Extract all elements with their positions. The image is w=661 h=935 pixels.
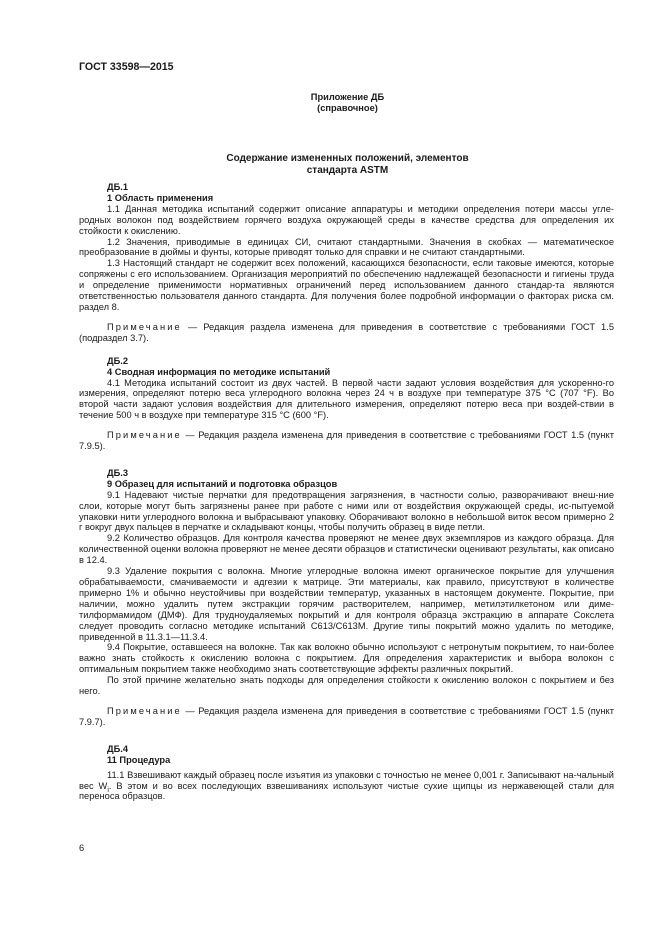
note-text: — Редакция раздела изменена для приведения в соответствие с требованиями ГОСТ 1.5 (подраздел 3.7). xyxy=(79,321,614,343)
paragraph: По этой причине желательно знать подходы для определения стойкости к окислению волокон с покрытием и без него. xyxy=(79,675,614,697)
paragraph: 9.1 Надевают чистые перчатки для предотвращения загрязнения, в частности солью, разворачивают внеш-ние слои, которые могут быть загрязнены ранее при работе с ними или от воздействия окружающей среды, ис-пытуемой упаковки нити углеродного волокна и выбрасывают упаковку. Оборачивают волокно в небольшой виток весом примерно 2 г вокруг двух пальцев в перчатке и складывают концы, чтобы получить образец в виде петли. xyxy=(79,489,614,533)
changes-title-line-2: стандарта ASTM xyxy=(306,165,389,176)
appendix-heading xyxy=(0,92,661,114)
section-title: 4 Сводная информация по методике испытаний xyxy=(107,366,331,377)
paragraph: 1.2 Значения, приводимые в единицах СИ, считают стандартными. Значения в скобках — математическое преобразование в дюймы и фунты, которые приводят только для справки и не считают стандартными. xyxy=(79,236,614,258)
section-db1 xyxy=(79,182,614,344)
section-code: ДБ.1 xyxy=(107,182,129,192)
note-label: Примечание xyxy=(107,705,182,716)
note xyxy=(79,430,614,452)
section-code: ДБ.2 xyxy=(107,355,129,366)
section-db2 xyxy=(79,356,614,452)
changes-title-line-1: Содержание измененных положений, элементов xyxy=(226,153,469,164)
note-label: Примечание xyxy=(107,321,182,332)
paragraph-text: 11.1 Взвешивают каждый образец после изъятия из упаковки с точностью не менее 0,001 г. Записывают на-чальный вес W xyxy=(79,769,614,791)
section-code: ДБ.3 xyxy=(107,467,129,478)
note xyxy=(79,322,614,344)
appendix-subtitle: (справочное) xyxy=(317,102,378,113)
changes-title xyxy=(0,153,661,177)
section-title: 9 Образец для испытаний и подготовка образцов xyxy=(107,478,338,489)
paragraph: 9.3 Удаление покрытия с волокна. Многие углеродные волокна имеют органическое покрытие для улучшения обрабатываемости, смачиваемости и адгезии к матрице. Эти материалы, как правило, присутствуют в количестве примерно 1% и обычно неустойчивы при воздействии температур, указанных в настоящем документе. Покрытие, при наличии, можно удалить путем экстракции горячим растворителем, например, метилэтилкетоном или диме-тилформамидом (ДМФ). Для трудноудаляемых покрытий и для контроля образца экстракцию в аппарате Сокслета следует проводить согласно методике испытаний C613/C613M. Другие типы покрытий можно удалить по методике, приведенной в 11.3.1—11.3.4. xyxy=(79,566,614,642)
section-title: 1 Область применения xyxy=(107,192,214,203)
note-label: Примечание xyxy=(107,430,182,441)
note xyxy=(79,706,614,728)
note-text: — Редакция раздела изменена для приведения в соответствие с требованиями ГОСТ 1.5 (пункт 7.9.5). xyxy=(79,430,614,452)
paragraph: 4.1 Методика испытаний состоит из двух частей. В первой части задают условия воздействия для ускоренно-го измерения, определяют потерю веса углеродного волокна через 24 ч в воздухе при температуре 375 °С (707 °F). Во второй части задают условия воздействия для длительного измерения, определяют потерю веса при воздей-ствии в течение 500 ч в воздухе при температуре 315 °С (600 °F). xyxy=(79,377,614,421)
section-db4 xyxy=(79,744,614,803)
paragraph xyxy=(79,770,614,803)
section-db3 xyxy=(79,468,614,728)
paragraph: 1.3 Настоящий стандарт не содержит всех положений, касающихся безопасности, если таковые имеются, которые сопряжены с его использованием. Организация мероприятий по обеспечению надлежащей безопасности и гигиены труда и определение применимости нормативных ограничений перед использованием данного стандар-та являются ответственностью пользователя данного стандарта. Для получения более подробной информации о факторах риска см. раздел 8. xyxy=(79,258,614,312)
subscript: i xyxy=(107,786,109,794)
note-text: — Редакция раздела изменена для приведения в соответствие с требованиями ГОСТ 1.5 (пункт 7.9.7). xyxy=(79,705,614,727)
section-title: 11 Процедура xyxy=(107,754,171,765)
document-body xyxy=(79,182,614,814)
appendix-title: Приложение ДБ xyxy=(310,92,385,102)
document-code: ГОСТ 33598—2015 xyxy=(79,61,174,73)
paragraph: 9.4 Покрытие, оставшееся на волокне. Так как волокно обычно используют с нетронутым покрытием, то наи-более важно знать стойкость к окислению волокна с покрытием. Для определения характеристик и выбора волокон с оптимальным покрытием также необходимо знать соответствующие эффекты различных покрытий. xyxy=(79,642,614,675)
paragraph-text: . В этом и во всех последующих взвешиваниях используют чистые сухие щипцы из нержавеющей стали для переноса образцов. xyxy=(79,780,614,802)
paragraph: 1.1 Данная методика испытаний содержит описание аппаратуры и методики определения потери массы угле-родных волокон под воздействием горячего воздуха окружающей среды в качестве средства для определения их стойкости к окислению. xyxy=(79,203,614,236)
paragraph: 9.2 Количество образцов. Для контроля качества проверяют не менее двух экземпляров из каждого образца. Для количественной оценки волокна проверяют не менее десяти образцов и статистически оценивают результаты, как описано в 12.4. xyxy=(79,533,614,566)
page-number: 6 xyxy=(79,843,85,853)
section-code: ДБ.4 xyxy=(107,743,129,754)
